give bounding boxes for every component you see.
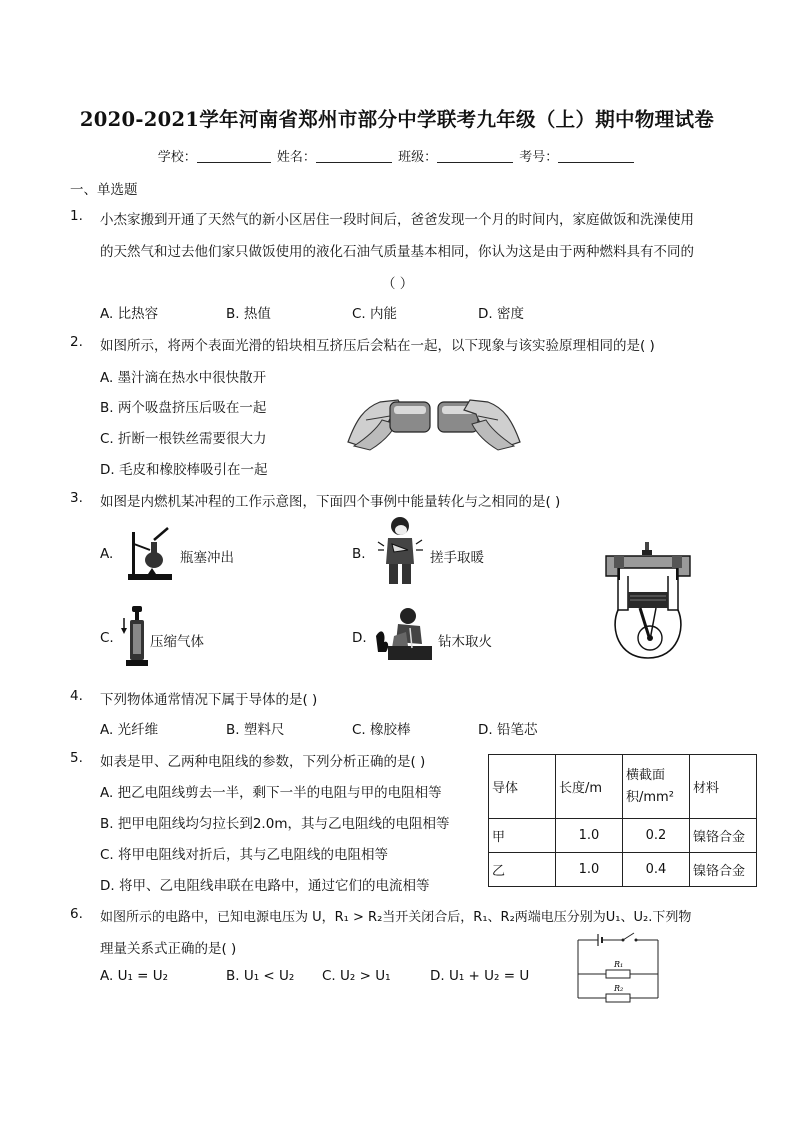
resistance-wire-table <box>488 754 757 887</box>
q1-option-a[interactable]: A. 比热容 <box>100 306 159 322</box>
q3-caption-b: 搓手取暖 <box>430 550 484 566</box>
q2-option-a[interactable]: A. 墨汁滴在热水中很快散开 <box>100 370 267 386</box>
table-row <box>489 853 757 887</box>
school-blank[interactable] <box>197 149 271 163</box>
table-cell: 镍铬合金 <box>690 853 757 887</box>
table-header-cell: 长度/m <box>556 755 623 819</box>
q3-number: 3. <box>70 490 83 506</box>
table-header-cell: 导体 <box>489 755 556 819</box>
q4-option-b[interactable]: B. 塑料尺 <box>226 722 285 738</box>
q2-option-d[interactable]: D. 毛皮和橡胶棒吸引在一起 <box>100 462 268 478</box>
rubbing-hands-icon <box>376 516 426 588</box>
q1-option-d[interactable]: D. 密度 <box>478 306 524 322</box>
class-label: 班级： <box>398 150 438 165</box>
flask-stopper-icon <box>122 522 178 582</box>
q3-caption-a: 瓶塞冲出 <box>180 550 234 566</box>
q5-option-d[interactable]: D. 将甲、乙电阻线串联在电路中，通过它们的电流相等 <box>100 878 430 894</box>
compressed-gas-cylinder-icon <box>120 604 150 668</box>
q4-option-d[interactable]: D. 铅笔芯 <box>478 722 538 738</box>
q6-text-line2: 理量关系式正确的是( ) <box>100 941 237 957</box>
q2-option-b[interactable]: B. 两个吸盘挤压后吸在一起 <box>100 400 267 416</box>
q5-option-c[interactable]: C. 将甲电阻线对折后，其与乙电阻线的电阻相等 <box>100 847 389 863</box>
q1-number: 1. <box>70 208 83 224</box>
q6-text-line1: 如图所示的电路中，已知电源电压为 U，R₁ > R₂当开关闭合后，R₁、R₂两端电压分别为U₁、U₂.下列物 <box>100 910 692 925</box>
table-cell: 甲 <box>489 819 556 853</box>
section-title: 一、单选题 <box>70 182 138 198</box>
q1-option-b[interactable]: B. 热值 <box>226 306 271 322</box>
q5-option-b[interactable]: B. 把甲电阻线均匀拉长到2.0m，其与乙电阻线的电阻相等 <box>100 816 450 832</box>
table-header-cell: 材料 <box>690 755 757 819</box>
q2-text: 如图所示，将两个表面光滑的铅块相互挤压后会粘在一起，以下现象与该实验原理相同的是( ) <box>100 338 655 354</box>
q3-caption-c: 压缩气体 <box>150 634 204 650</box>
q4-number: 4. <box>70 688 83 704</box>
school-label: 学校： <box>157 150 197 165</box>
drilling-wood-fire-icon <box>374 606 436 664</box>
q3-option-a[interactable]: A. <box>100 546 114 562</box>
q6-option-a[interactable]: A. U₁ = U₂ <box>100 968 169 984</box>
q2-number: 2. <box>70 334 83 350</box>
q1-text-line2: 的天然气和过去他们家只做饭使用的液化石油气质量基本相同，你认为这是由于两种燃料具有不同的 <box>100 244 694 260</box>
id-label: 考号： <box>519 150 559 165</box>
table-cell: 1.0 <box>556 819 623 853</box>
lead-blocks-figure <box>346 380 522 452</box>
q3-option-c[interactable]: C. <box>100 630 114 646</box>
student-info-line <box>0 146 794 165</box>
q3-option-d[interactable]: D. <box>352 630 367 646</box>
name-blank[interactable] <box>316 149 392 163</box>
q4-text: 下列物体通常情况下属于导体的是( ) <box>100 692 318 708</box>
exam-title: 2020-2021学年河南省郑州市部分中学联考九年级（上）期中物理试卷 <box>79 108 715 131</box>
q3-option-b[interactable]: B. <box>352 546 366 562</box>
q6-number: 6. <box>70 906 83 922</box>
table-cell: 镍铬合金 <box>690 819 757 853</box>
table-row <box>489 819 757 853</box>
q5-option-a[interactable]: A. 把乙电阻线剪去一半，剩下一半的电阻与甲的电阻相等 <box>100 785 442 801</box>
engine-stroke-diagram <box>600 540 696 662</box>
name-label: 姓名： <box>276 150 316 165</box>
table-cell: 0.2 <box>623 819 690 853</box>
q2-option-c[interactable]: C. 折断一根铁丝需要很大力 <box>100 431 267 447</box>
r2-label: R₂ <box>614 984 624 993</box>
table-cell: 乙 <box>489 853 556 887</box>
id-blank[interactable] <box>558 149 634 163</box>
q3-text: 如图是内燃机某冲程的工作示意图，下面四个事例中能量转化与之相同的是( ) <box>100 494 561 510</box>
q1-text-line3: （ ） <box>382 276 414 292</box>
q4-option-a[interactable]: A. 光纤维 <box>100 722 159 738</box>
q5-number: 5. <box>70 750 83 766</box>
r1-label: R₁ <box>614 960 624 969</box>
table-header-cell: 横截面积/mm² <box>623 755 690 819</box>
q6-option-b[interactable]: B. U₁ < U₂ <box>226 968 295 984</box>
class-blank[interactable] <box>437 149 513 163</box>
q1-text-line1: 小杰家搬到开通了天然气的新小区居住一段时间后，爸爸发现一个月的时间内，家庭做饭和洗澡使用 <box>100 212 694 228</box>
q6-option-c[interactable]: C. U₂ > U₁ <box>322 968 391 984</box>
table-header-row <box>489 755 757 819</box>
q6-option-d[interactable]: D. U₁ + U₂ = U <box>430 968 530 984</box>
q1-option-c[interactable]: C. 内能 <box>352 306 398 322</box>
q5-text: 如表是甲、乙两种电阻线的参数，下列分析正确的是( ) <box>100 754 426 770</box>
q4-option-c[interactable]: C. 橡胶棒 <box>352 722 411 738</box>
table-cell: 1.0 <box>556 853 623 887</box>
parallel-circuit-diagram <box>572 930 664 1004</box>
q3-caption-d: 钻木取火 <box>438 634 492 650</box>
table-cell: 0.4 <box>623 853 690 887</box>
